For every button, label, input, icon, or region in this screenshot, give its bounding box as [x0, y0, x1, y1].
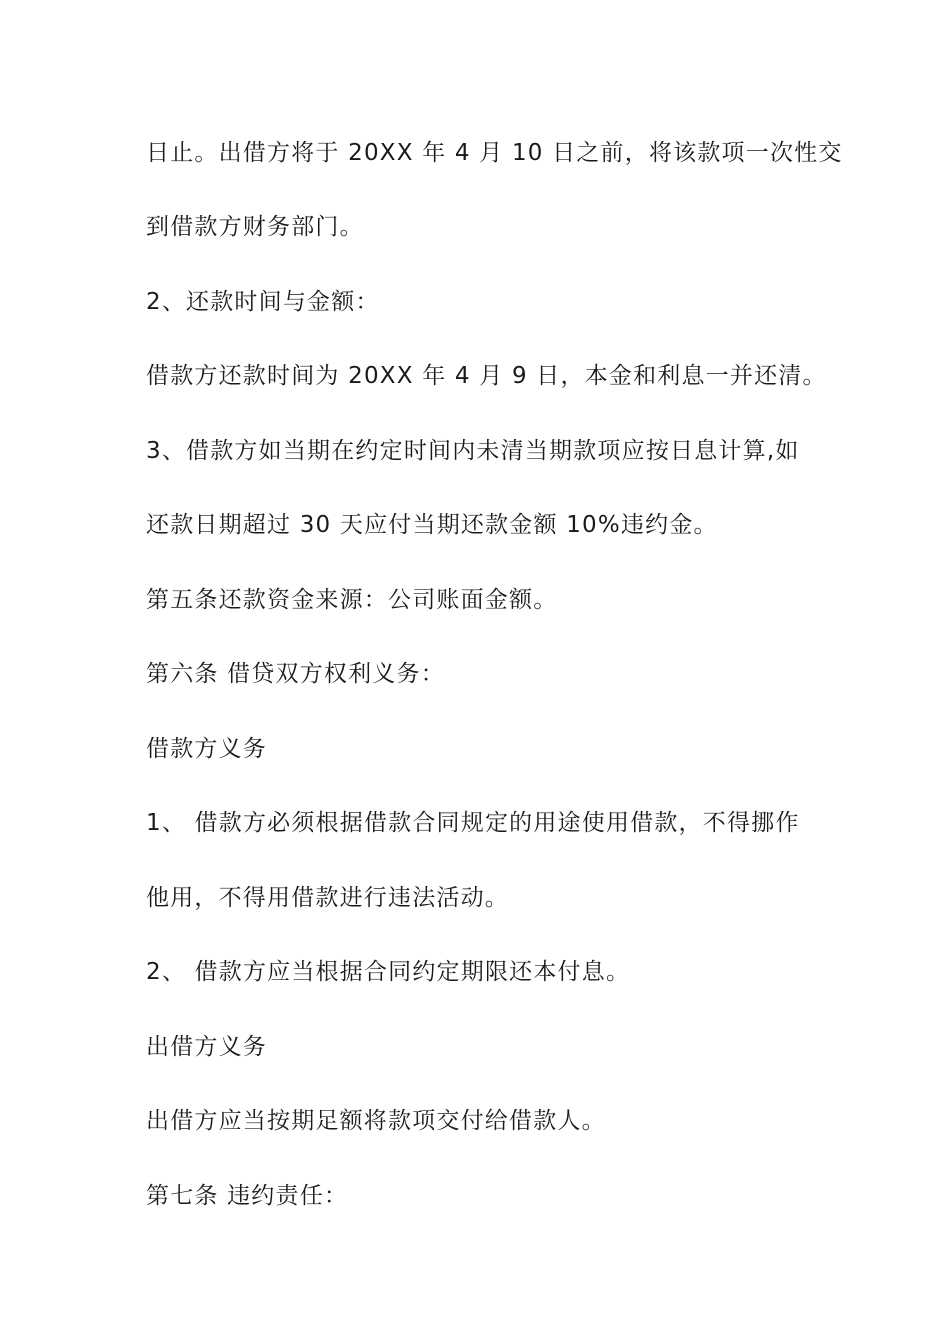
text-line: 还款日期超过 30 天应付当期还款金额 10%违约金。 [146, 512, 718, 538]
article-heading: 第六条 借贷双方权利义务： [146, 661, 445, 687]
text-line: 3、借款方如当期在约定时间内未清当期款项应按日息计算,如 [146, 438, 800, 464]
text-line: 出借方应当按期足额将款项交付给借款人。 [146, 1108, 606, 1134]
article-heading: 第五条还款资金来源：公司账面金额。 [146, 587, 558, 613]
section-heading: 借款方义务 [146, 736, 267, 762]
text-line: 日止。出借方将于 20XX 年 4 月 10 日之前，将该款项一次性交 [146, 140, 843, 166]
text-line: 2、 借款方应当根据合同约定期限还本付息。 [146, 959, 631, 985]
text-line: 1、 借款方必须根据借款合同规定的用途使用借款，不得挪作 [146, 810, 800, 836]
text-line: 他用，不得用借款进行违法活动。 [146, 885, 509, 911]
clause-heading: 2、还款时间与金额： [146, 289, 380, 315]
text-line: 借款方还款时间为 20XX 年 4 月 9 日，本金和利息一并还清。 [146, 363, 827, 389]
text-line: 到借款方财务部门。 [146, 214, 364, 240]
article-heading: 第七条 违约责任： [146, 1183, 349, 1209]
section-heading: 出借方义务 [146, 1034, 267, 1060]
